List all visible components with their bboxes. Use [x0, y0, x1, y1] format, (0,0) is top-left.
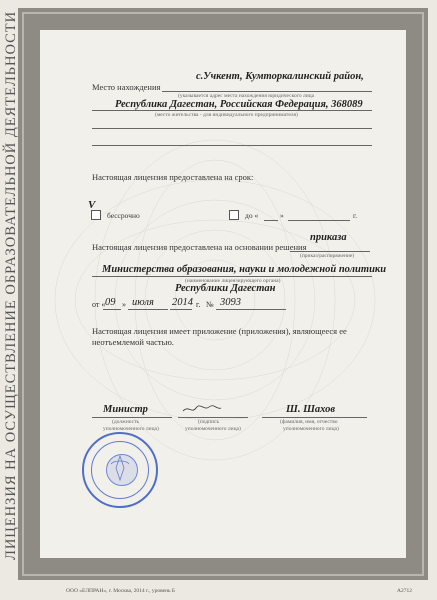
- signatory-position: Министр: [103, 404, 148, 415]
- year-value: 2014: [172, 297, 193, 308]
- location-label: Место нахождения: [92, 82, 161, 92]
- location-line-2-value: Республика Дагестан, Российская Федерация, 368089: [115, 99, 363, 110]
- until-label: до «: [245, 211, 259, 220]
- location-line-4: [92, 145, 372, 146]
- location-line-1-value: с.Учкент, Кумторкалинский район,: [196, 71, 364, 82]
- until-month-line: [288, 220, 350, 221]
- month-value: июля: [132, 297, 154, 308]
- decision-type-caption: (приказ/распоряжение): [300, 253, 355, 259]
- official-seal: [82, 432, 158, 508]
- term-text: Настоящая лицензия предоставлена на срок:: [92, 172, 254, 182]
- location-line-3: [92, 128, 372, 129]
- from-label: от «: [92, 300, 106, 309]
- unlimited-check-mark: V: [88, 199, 96, 211]
- year-suffix: г.: [196, 300, 201, 309]
- number-value: 3093: [220, 297, 241, 308]
- authority-2: Республики Дагестан: [175, 283, 276, 294]
- sign-caption-2: уполномоченного лица): [185, 426, 241, 432]
- appendix-line-1: Настоящая лицензия имеет приложение (приложения), являющееся ее: [92, 326, 347, 336]
- appendix-line-2: неотъемлемой частью.: [92, 337, 174, 347]
- sign-caption-1: (подпись: [198, 419, 220, 425]
- authority-caption: (наименование лицензирующего органа): [185, 278, 281, 284]
- side-title: ЛИЦЕНЗИЯ НА ОСУЩЕСТВЛЕНИЕ ОБРАЗОВАТЕЛЬНОЙ ДЕЯТЕЛЬНОСТИ: [3, 10, 19, 560]
- name-line: [262, 417, 367, 418]
- printer-info: ООО «ЕЛПРАН», г. Москва, 2014 г., уровень Б: [66, 588, 176, 594]
- position-caption-1: (должность: [112, 419, 140, 425]
- location-caption-1: (указывается адрес места нахождения юридического лица: [178, 93, 315, 99]
- day-close: »: [122, 300, 126, 309]
- until-year-suffix: г.: [353, 211, 358, 220]
- day-line: [103, 309, 121, 310]
- decision-type: приказа: [310, 232, 347, 243]
- decision-type-line: [290, 251, 370, 252]
- handwritten-signature: [182, 402, 222, 416]
- position-caption-2: уполномоченного лица): [103, 426, 159, 432]
- authority-line: [92, 276, 372, 277]
- location-caption-2: (место жительства - для индивидуального предпринимателя): [155, 112, 298, 118]
- position-line: [92, 417, 172, 418]
- until-checkbox: [229, 210, 239, 220]
- name-caption-2: уполномоченного лица): [283, 426, 339, 432]
- year-line: [170, 309, 192, 310]
- until-day-line: [264, 220, 278, 221]
- location-line-2: [92, 110, 372, 111]
- unlimited-checkbox: [91, 210, 101, 220]
- authority: Министерства образования, науки и молодежной политики: [102, 264, 387, 275]
- until-quote-close: »: [280, 211, 284, 220]
- unlimited-label: бессрочно: [107, 211, 140, 220]
- basis-text: Настоящая лицензия предоставлена на основании решения: [92, 242, 307, 252]
- day-value: 09: [105, 297, 116, 308]
- blank-code: А2712: [397, 588, 412, 594]
- signatory-name: Ш. Шахов: [286, 404, 336, 415]
- month-line: [128, 309, 168, 310]
- sign-line: [178, 417, 248, 418]
- number-line: [216, 309, 286, 310]
- name-caption-1: (фамилия, имя, отчество: [280, 419, 338, 425]
- number-label: №: [206, 300, 214, 309]
- location-line-1: [162, 91, 372, 92]
